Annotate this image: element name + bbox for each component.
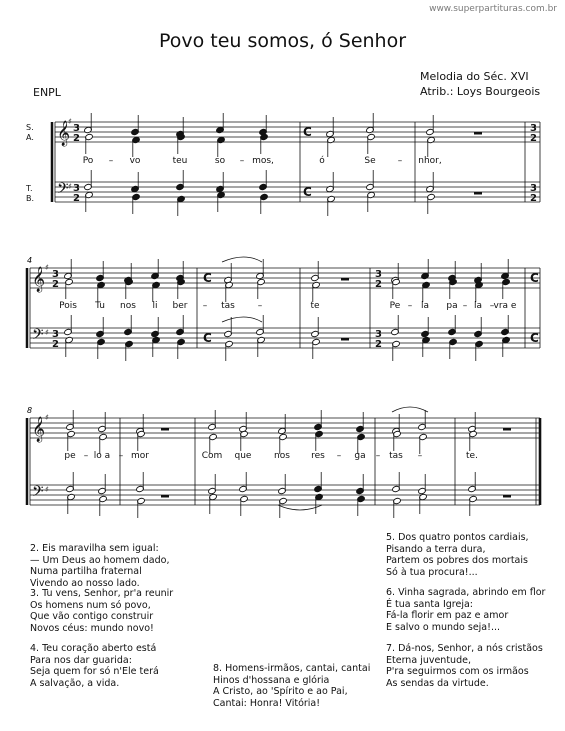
lyric-syllable: li bbox=[152, 301, 158, 311]
key-sharp: ♯ bbox=[45, 263, 49, 272]
treble-clef: 𝄞 bbox=[32, 417, 46, 442]
lyric-syllable: – bbox=[239, 156, 245, 166]
half-rest bbox=[474, 192, 482, 195]
time-signature: C bbox=[530, 331, 539, 345]
key-sharp: ♯ bbox=[45, 485, 49, 494]
lyric-syllable: – bbox=[397, 156, 403, 166]
time-signature: C bbox=[203, 271, 212, 285]
lyric-syllable: nhor, bbox=[418, 156, 442, 166]
time-signature: C bbox=[530, 271, 539, 285]
lyric-syllable: – bbox=[462, 301, 468, 311]
melody-origin: Melodia do Séc. XVI bbox=[420, 70, 529, 83]
staff-labels bbox=[25, 123, 34, 203]
key-sharp: ♯ bbox=[45, 413, 49, 422]
lyric-syllable: Tu bbox=[95, 301, 105, 311]
slur bbox=[392, 407, 428, 412]
time-signature: 2 bbox=[73, 193, 80, 204]
lyric-syllable: – bbox=[257, 301, 263, 311]
time-signature: 3 bbox=[530, 123, 537, 134]
time-signature: 3 bbox=[73, 183, 80, 194]
lyric-syllable: Pois bbox=[59, 301, 77, 311]
key-sharp: ♯ bbox=[68, 117, 72, 126]
lyric-syllable: ga bbox=[354, 451, 366, 461]
verse-5: 5. Dos quatro pontos cardiais, Pisando a terra dura, Partem os pobres dos mortais Só à tua procura!... bbox=[386, 532, 529, 578]
time-signature: 3 bbox=[52, 269, 59, 280]
time-signature: 2 bbox=[530, 193, 537, 204]
time-signature: 2 bbox=[375, 279, 382, 290]
lyric-syllable: te. bbox=[466, 451, 478, 461]
lyric-syllable: – bbox=[375, 451, 381, 461]
slur bbox=[222, 317, 262, 322]
lyric-syllable: – bbox=[407, 301, 413, 311]
verse-7: 7. Dá-nos, Senhor, a nós cristãos Eterna juventude, P'ra seguirmos com os irmãos As sendas da virtude. bbox=[386, 643, 543, 689]
lyric-syllable: – bbox=[417, 451, 423, 461]
lyric-syllable: – bbox=[118, 451, 124, 461]
time-signature: 3 bbox=[375, 269, 382, 280]
lyric-syllable: vra e bbox=[493, 301, 517, 311]
lyric-syllable: la bbox=[473, 301, 483, 311]
verse-2: 2. Eis maravilha sem igual: — Um Deus ao homem dado, Numa partilha fraternal Vivendo ao nosso lado. bbox=[30, 543, 170, 589]
lyric-syllable: Se bbox=[364, 156, 376, 166]
lyric-syllable: nos bbox=[274, 451, 290, 461]
label-soprano: S. bbox=[26, 123, 34, 132]
treble-clef: 𝄞 bbox=[32, 267, 46, 292]
lyric-syllable: – bbox=[336, 451, 342, 461]
lyric-syllable: Pe bbox=[389, 301, 401, 311]
verse-4: 4. Teu coração aberto está Para nos dar guarida: Seja quem for só n'Ele terá A salvação, a vida. bbox=[30, 643, 159, 689]
time-signature: 2 bbox=[530, 133, 537, 144]
half-rest bbox=[503, 495, 511, 498]
lyric-syllable: mos, bbox=[252, 156, 274, 166]
lyric-syllable: mor bbox=[131, 451, 149, 461]
time-signature: C bbox=[303, 125, 312, 139]
time-signature: C bbox=[303, 185, 312, 199]
lyric-syllable: te bbox=[310, 301, 320, 311]
time-signature: 3 bbox=[73, 123, 80, 134]
time-signature: C bbox=[203, 331, 212, 345]
measure-number: 4 bbox=[27, 256, 33, 265]
measure-number: 8 bbox=[27, 406, 33, 415]
time-signature: 3 bbox=[52, 329, 59, 340]
bass-clef: 𝄢 bbox=[57, 180, 69, 201]
time-signature: 2 bbox=[52, 279, 59, 290]
lyric-syllable: teu bbox=[172, 156, 188, 166]
time-signature: 2 bbox=[73, 133, 80, 144]
lyric-syllable: so bbox=[214, 156, 226, 166]
half-rest bbox=[161, 428, 169, 431]
half-rest bbox=[341, 338, 349, 341]
lyric-syllable: – bbox=[489, 301, 495, 311]
key-sharp: ♯ bbox=[45, 328, 49, 337]
half-rest bbox=[341, 278, 349, 281]
time-signature: 2 bbox=[375, 339, 382, 350]
attribution: Atrib.: Loys Bourgeois bbox=[420, 85, 541, 98]
lyric-syllable: Po bbox=[82, 156, 94, 166]
lyric-syllable: pa bbox=[446, 301, 458, 311]
half-rest bbox=[503, 428, 511, 431]
site-url[interactable]: www.superpartituras.com.br bbox=[429, 4, 557, 14]
lyric-syllable: que bbox=[234, 451, 252, 461]
lyric-syllable: tas bbox=[389, 451, 403, 461]
lyric-syllable: Com bbox=[201, 451, 223, 461]
lyric-syllable: – bbox=[108, 156, 114, 166]
slur bbox=[222, 257, 262, 262]
arranger-tag: ENPL bbox=[33, 86, 61, 99]
song-title: Povo teu somos, ó Senhor bbox=[158, 30, 407, 52]
lyric-syllable: ber bbox=[172, 301, 188, 311]
time-signature: 3 bbox=[375, 329, 382, 340]
treble-clef: 𝄞 bbox=[57, 121, 71, 146]
lyric-syllable: ó bbox=[319, 156, 325, 166]
lyric-syllable: pe bbox=[64, 451, 76, 461]
label-tenor: T. bbox=[26, 184, 33, 193]
verse-6: 6. Vinha sagrada, abrindo em flor É tua santa Igreja: Fá-la florir em paz e amor E salvo o mundo seja!... bbox=[386, 587, 546, 633]
time-signature: 3 bbox=[530, 183, 537, 194]
verse-3: 3. Tu vens, Senhor, pr'a reunir Os homens num só povo, Que vão contigo construir Novos céus: mundo novo! bbox=[30, 588, 174, 634]
label-bass: B. bbox=[26, 194, 35, 203]
lyric-syllable: res bbox=[311, 451, 325, 461]
bass-clef: 𝄢 bbox=[32, 483, 44, 504]
lyric-syllable: vo bbox=[129, 156, 141, 166]
verse-8: 8. Homens-irmãos, cantai, cantai Hinos d'hossana e glória A Cristo, ao 'Spírito e ao Pai, Cantai: Honra! Vitória! bbox=[213, 663, 371, 709]
time-signature: 2 bbox=[52, 339, 59, 350]
lyric-syllable: lo a bbox=[93, 451, 111, 461]
lyric-syllable: la bbox=[420, 301, 430, 311]
lyric-syllable: nos bbox=[120, 301, 136, 311]
bass-clef: 𝄢 bbox=[32, 326, 44, 347]
half-rest bbox=[161, 495, 169, 498]
label-alto: A. bbox=[26, 133, 34, 142]
half-rest bbox=[474, 132, 482, 135]
key-sharp: ♯ bbox=[68, 182, 72, 191]
lyric-syllable: – bbox=[83, 451, 89, 461]
lyric-syllable: – bbox=[202, 301, 208, 311]
lyric-syllable: tas bbox=[221, 301, 235, 311]
